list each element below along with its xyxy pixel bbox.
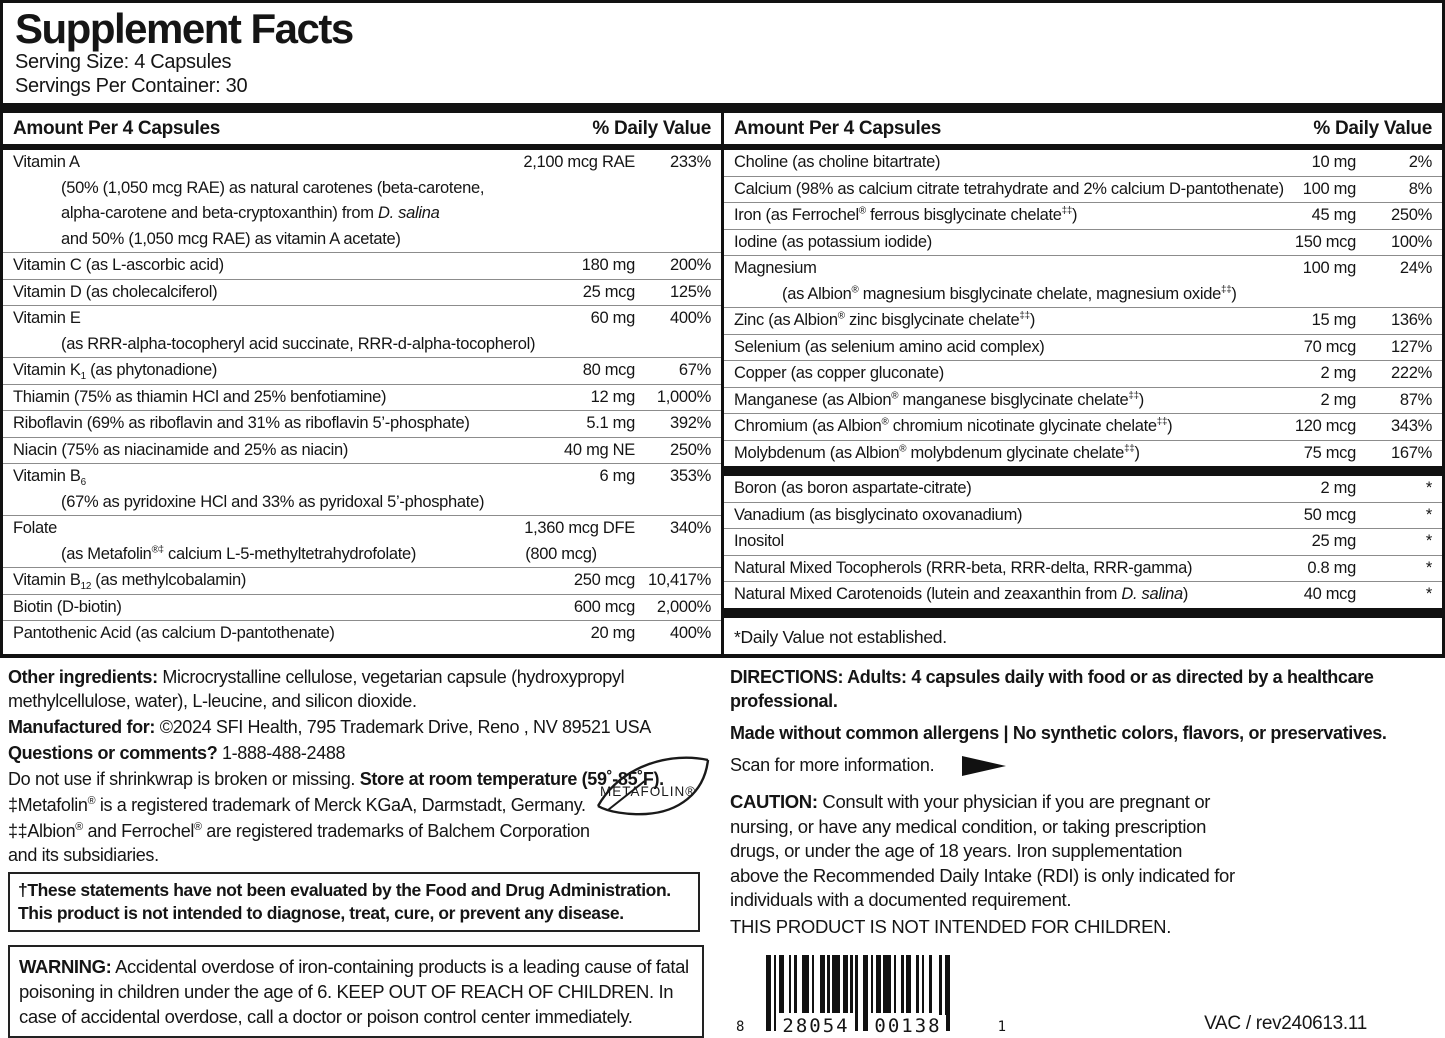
nutrient-amount: 1,360 mcg DFE [524,519,635,537]
label-footer [0,658,1445,1038]
barcode-bar [855,955,858,1031]
nutrient-detail: alpha-carotene and beta-cryptoxanthin) from D. salina [61,204,440,222]
barcode-bar [916,955,919,1013]
nutrient-name: Vitamin A [13,153,80,171]
row-main [724,503,1442,529]
nutrient-detail [3,542,721,568]
barcode-bar [774,955,777,1031]
row-thiamin [3,384,721,411]
nutrient-amount: 2 mg [1320,390,1356,409]
warning-box [8,945,704,1038]
serving-size: Serving Size: 4 Capsules [15,51,232,73]
nutrient-name: Natural Mixed Tocopherols (RRR-beta, RRR-delta, RRR-gamma) [734,558,1193,577]
nutrient-amount: 40 mg NE [564,440,635,459]
row-main [724,441,1442,467]
nutrient-name: Zinc (as Albion® zinc bisglycinate chelate‡‡) [734,310,1036,329]
nutrient-daily-value: * [1425,479,1432,497]
scan-text: Scan for more information. [730,755,935,775]
nutrient-daily-value: 400% [669,309,711,327]
nutrient-detail: (as RRR-alpha-tocopheryl acid succinate, RRR-d-alpha-tocopherol) [61,334,536,353]
directions [730,665,1390,713]
barcode-bar [850,955,853,1013]
nutrient-amount: 20 mg [590,624,635,642]
nutrient-name: Copper (as copper gluconate) [734,364,944,382]
panel-header [3,3,1442,100]
row-vitamin-e [3,305,721,357]
nutrient-amount: 0.8 mg [1307,558,1356,577]
daily-value-footnote: *Daily Value not established. [734,626,947,647]
row-iron [724,202,1442,229]
row-main [3,358,721,384]
row-main [724,388,1442,414]
row-mixed-tocopherols [724,555,1442,582]
row-main [724,529,1442,555]
row-main [724,203,1442,229]
metafolin-trademark-note: ‡Metafolin® is a registered trademark of Merck KGaA, Darmstadt, Germany. [8,795,586,815]
nutrient-daily-value: 250% [1390,206,1432,224]
nutrient-daily-value: 10,417% [647,571,711,589]
row-calcium [724,176,1442,203]
nutrient-daily-value: * [1425,585,1432,603]
row-main [3,621,721,647]
nutrient-name: Thiamin (75% as thiamin HCl and 25% benfotiamine) [13,387,387,406]
barcode-bar [871,955,874,1013]
daily-value-header: % Daily Value [1313,118,1432,139]
row-inositol [724,528,1442,555]
nutrient-daily-value: 125% [669,282,711,301]
nutrient-amount: 2,100 mcg RAE [523,153,635,171]
nutrient-name: Riboflavin (69% as riboflavin and 31% as riboflavin 5’-phosphate) [13,414,470,432]
row-main [3,253,721,279]
nutrient-amount: 60 mg [590,309,635,327]
nutrient-amount: 70 mcg [1303,337,1356,356]
nutrient-amount: 40 mcg [1303,585,1356,603]
column-right-header [724,113,1442,144]
nutrient-name: Vanadium (as bisglycinato oxovanadium) [734,505,1023,524]
barcode-bar [929,955,932,1013]
metafolin-logo [594,750,712,836]
column-left-header [3,113,721,144]
nutrient-name: Chromium (as Albion® chromium nicotinate glycinate chelate‡‡) [734,416,1173,435]
row-main [724,414,1442,440]
row-pantothenic-acid [3,620,721,647]
nutrient-name: Vitamin D (as cholecalciferol) [13,282,218,301]
questions-label: Questions or comments? [8,743,218,763]
nutrient-daily-value: 233% [669,153,711,171]
nutrient-rows-left [3,150,721,654]
nutrient-amount: 5.1 mg [586,414,635,432]
nutrient-amount: 2 mg [1320,364,1356,382]
nutrient-name: Magnesium [734,259,817,277]
nutrient-name: Vitamin $B_6$ [13,467,86,488]
nutrient-name: Boron (as boron aspartate-citrate) [734,479,972,497]
barcode-bar [789,955,792,1013]
nutrient-amount: 180 mg [581,256,635,274]
barcode-bar [843,955,848,1013]
nutrient-detail-text: (as Metafolin®‡ calcium L-5-methyltetrahydrofolate) [61,544,417,563]
row-riboflavin [3,410,721,437]
row-main [724,361,1442,387]
nutrient-daily-value: 353% [669,467,711,485]
barcode-last-digit: 1 [997,1018,1006,1035]
nutrient-daily-value: 222% [1390,364,1432,382]
row-copper [724,360,1442,387]
nutrient-name: Molybdenum (as Albion® molybdenum glycinate chelate‡‡) [734,443,1140,462]
row-vanadium [724,502,1442,529]
nutrient-amount: 250 mcg [573,571,635,589]
row-main [3,595,721,621]
nutrient-name: Choline (as choline bitartrate) [734,153,941,171]
nutrient-daily-value: 8% [1408,179,1432,198]
row-choline [724,150,1442,176]
directions-label: DIRECTIONS: [730,667,844,687]
row-main [3,280,721,306]
row-zinc [724,307,1442,334]
nutrient-name: Calcium (98% as calcium citrate tetrahydrate and 2% calcium D-pantothenate) [734,179,1284,198]
amount-header: Amount Per 4 Capsules [734,118,941,139]
barcode-bar [794,955,797,1013]
barcode-first-digit: 8 [736,1018,745,1035]
barcode-bar [906,955,911,1013]
nutrient-amount: 2 mg [1320,479,1356,497]
nutrient-daily-value: 343% [1390,417,1432,435]
nutrient-columns [3,113,1442,654]
nutrient-amount: 6 mg [599,467,635,485]
row-folate [3,515,721,567]
nutrient-amount: 25 mcg [582,282,635,301]
row-main [724,556,1442,582]
row-main [724,230,1442,256]
row-main [724,256,1442,282]
barcode-bar [766,955,771,1031]
nutrient-detail: (as Albion® magnesium bisglycinate chelate, magnesium oxide‡‡) [782,284,1237,303]
barcode-bar [876,955,881,1013]
row-vitamin-b6 [3,463,721,515]
nutrient-daily-value: 67% [678,361,711,379]
nutrient-daily-value: 136% [1390,311,1432,329]
row-mixed-carotenoids [724,581,1442,608]
row-boron [724,476,1442,502]
nutrient-sub-amount: (800 mcg) [525,544,597,563]
nutrient-name: Iron (as Ferrochel® ferrous bisglycinate chelate‡‡) [734,205,1078,224]
nutrient-daily-value: 2% [1408,153,1432,171]
footer-left [0,658,714,1038]
other-ingredients-text: Microcrystalline cellulose, vegetarian capsule (hydroxypropyl methylcellulose, water), L-leucine, and silicon dioxide. [8,667,625,711]
barcode-bar [827,955,830,1013]
nutrient-amount: 45 mg [1311,206,1356,224]
scan-arrow-icon [962,756,1006,776]
nutrient-amount: 120 mcg [1294,417,1356,435]
nutrient-amount: 10 mg [1311,153,1356,171]
barcode-row [730,955,1445,1037]
row-main [724,476,1442,502]
nutrient-amount: 150 mcg [1294,232,1356,251]
row-main [3,385,721,411]
row-main [3,568,721,594]
allergens-statement: Made without common allergens | No synthetic colors, flavors, or preservatives. [730,723,1387,743]
caution-statement [730,790,1235,913]
scan-line [730,755,1445,776]
directions-text: Adults: 4 capsules daily with food or as directed by a healthcare professional. [730,667,1374,711]
nutrient-name: Natural Mixed Carotenoids (lutein and zeaxanthin from D. salina) [734,585,1189,603]
nutrient-amount: 600 mcg [573,597,635,616]
nutrient-daily-value: 100% [1390,232,1432,251]
nutrient-name: Niacin (75% as niacinamide and 25% as niacin) [13,440,349,459]
row-magnesium [724,255,1442,307]
fda-disclaimer-line2: This product is not intended to diagnose, treat, cure, or prevent any disease. [18,903,624,923]
barcode-bar [894,955,897,1013]
row-chromium [724,413,1442,440]
barcode-bar [820,955,825,1013]
nutrient-amount: 100 mg [1302,259,1356,277]
revision-code: VAC / rev240613.11 [1204,1012,1367,1034]
nutrient-amount: 80 mcg [582,361,635,379]
nutrient-name: Vitamin $K_1$ (as phytonadione) [13,361,218,382]
daily-value-header: % Daily Value [592,118,711,139]
manufactured-label: Manufactured for: [8,717,156,737]
thick-divider [724,466,1442,476]
storage-text: Store at room temperature (59˚-85˚F). [359,769,664,789]
not-for-children-statement: THIS PRODUCT IS NOT INTENDED FOR CHILDREN. [730,915,1172,937]
row-main [3,438,721,464]
metafolin-logo-text: METAFOLIN® [600,784,697,799]
nutrient-daily-value: 400% [669,624,711,642]
barcode [736,955,1006,1037]
nutrient-name: Folate [13,519,58,537]
row-main [724,335,1442,361]
nutrient-detail: (67% as pyridoxine HCl and 33% as pyridoxal 5’-phosphate) [61,492,485,511]
barcode-bar [901,955,904,1013]
nutrient-name: Pantothenic Acid (as calcium D-pantothenate) [13,624,335,642]
row-main [724,582,1442,608]
barcode-bar [883,955,891,1013]
row-main [3,306,721,332]
warning-label: WARNING: [19,956,112,977]
nutrient-name: Inositol [734,532,784,550]
column-right [721,113,1442,654]
fda-disclaimer-box [8,872,700,932]
row-vitamin-c [3,252,721,279]
caution-text: Consult with your physician if you are pregnant or nursing, or have any medical condition, or taking prescription drugs, or under the age of 18 years. Iron supplementation above the Recommended Daily Intake (RDI) is only indicated for individuals with a documented requirement. [730,791,1235,910]
nutrient-name: Biotin (D-biotin) [13,597,122,616]
manufactured-text: ©2024 SFI Health, 795 Trademark Drive, Reno , NV 89521 USA [155,717,651,737]
nutrient-daily-value: 24% [1399,259,1432,277]
nutrient-name: Vitamin C (as L-ascorbic acid) [13,256,224,274]
nutrient-name: Manganese (as Albion® manganese bisglycinate chelate‡‡) [734,390,1144,409]
nutrient-name: Vitamin $B_{12}$ (as methylcobalamin) [13,571,247,592]
caution-label: CAUTION: [730,791,818,812]
nutrient-daily-value: 200% [669,256,711,274]
nutrient-daily-value: 392% [669,414,711,432]
row-vitamin-b12 [3,567,721,594]
nutrient-daily-value: * [1425,558,1432,577]
nutrient-rows-right [724,150,1442,654]
nutrient-daily-value: 1,000% [656,387,711,406]
servings-per-container: Servings Per Container: 30 [15,75,248,97]
barcode-bar [812,955,815,1013]
nutrient-amount: 50 mcg [1303,505,1356,524]
nutrient-name: Selenium (as selenium amino acid complex) [734,337,1045,356]
row-main [3,464,721,490]
row-main [3,411,721,437]
row-main [3,516,721,542]
footer-right [714,658,1445,1037]
row-molybdenum [724,440,1442,467]
barcode-bar [802,955,810,1013]
warning-text: Accidental overdose of iron-containing products is a leading cause of fatal poisoning in children under the age of 6. KEEP OUT OF REACH OF CHILDREN. In case of accidental overdose, call a doctor or poison control center immediately. [19,956,689,1027]
row-niacin [3,437,721,464]
amount-header: Amount Per 4 Capsules [13,118,220,139]
thick-divider [724,608,1442,618]
row-vitamin-d [3,279,721,306]
other-ingredients [8,665,704,713]
row-main [3,150,721,176]
nutrient-amount: 100 mg [1302,179,1356,198]
fda-disclaimer-line1: †These statements have not been evaluated by the Food and Drug Administration. [18,880,671,900]
nutrient-amount: 75 mcg [1303,443,1356,462]
albion-trademark-note: ‡‡Albion® and Ferrochel® are registered trademarks of Balchem Corporation and its subsidiaries. [8,821,590,865]
row-iodine [724,229,1442,256]
questions-phone: 1-888-488-2488 [217,743,346,763]
nutrient-daily-value: 2,000% [656,597,711,616]
nutrient-daily-value: * [1425,532,1432,550]
row-vitamin-a [3,150,721,252]
nutrient-daily-value: 167% [1390,443,1432,462]
thick-divider [3,103,1442,113]
row-vitamin-k1 [3,357,721,384]
nutrient-amount: 12 mg [590,387,635,406]
barcode-bar [832,955,840,1013]
barcode-bar [779,955,784,1013]
barcode-bar [863,955,868,1031]
row-manganese [724,387,1442,414]
row-main [724,150,1442,176]
nutrient-daily-value: 127% [1390,337,1432,356]
nutrient-detail: (50% (1,050 mcg RAE) as natural carotenes (beta-carotene, [61,178,485,197]
column-left [3,113,721,654]
nutrient-amount: 25 mg [1311,532,1356,550]
nutrient-name: Iodine (as potassium iodide) [734,232,932,251]
nutrient-daily-value: 87% [1399,390,1432,409]
row-main [724,177,1442,203]
row-biotin [3,594,721,621]
nutrient-daily-value: 340% [669,519,711,537]
nutrient-amount: 15 mg [1311,311,1356,329]
nutrient-name: Vitamin E [13,309,81,327]
barcode-bar [922,955,925,1013]
barcode-digits-left: 28054 [778,1015,854,1037]
nutrient-daily-value: * [1425,505,1432,524]
panel-title: Supplement Facts [15,5,353,52]
row-main [724,308,1442,334]
shrinkwrap-text: Do not use if shrinkwrap is broken or missing. [8,769,360,789]
other-ingredients-label: Other ingredients: [8,667,158,687]
nutrient-daily-value: 250% [669,440,711,459]
row-selenium [724,334,1442,361]
barcode-digits-right: 00138 [870,1015,946,1037]
nutrient-detail: and 50% (1,050 mcg RAE) as vitamin A acetate) [61,229,401,248]
manufactured-for [8,715,704,739]
